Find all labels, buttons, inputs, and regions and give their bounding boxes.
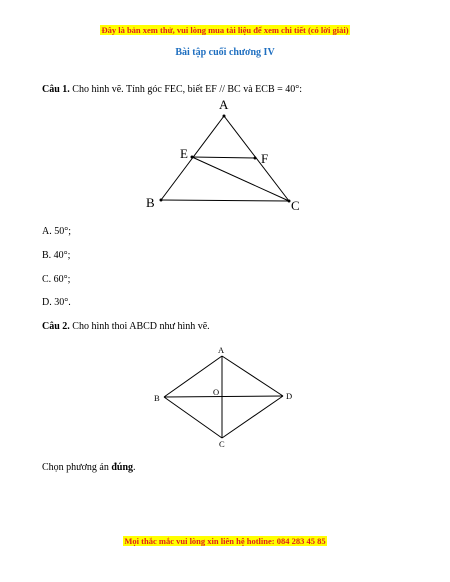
prompt-prefix: Chọn phương án: [42, 462, 112, 473]
label-d2: D: [286, 391, 293, 401]
label-e: E: [180, 146, 188, 161]
option-c[interactable]: C. 60°;: [42, 274, 71, 285]
label-a: A: [219, 97, 229, 112]
label-o: O: [213, 387, 220, 397]
diagonal-bd: [164, 396, 283, 397]
label-c: C: [291, 198, 300, 213]
hotline-footer-text: Mọi thắc mắc vui lòng xin liên hệ hotline: 084 283 45 85: [124, 536, 326, 546]
label-b2: B: [154, 393, 160, 403]
question-1-label: Câu 1.: [42, 84, 70, 95]
prompt-suffix: .: [133, 462, 136, 473]
option-a[interactable]: A. 50°;: [42, 226, 71, 237]
question-1-body: Cho hình vẽ. Tính góc FEC, biết EF // BC và ECB = 40°:: [69, 84, 303, 95]
side-bc: [164, 397, 222, 438]
question-2-prompt: [42, 462, 136, 473]
side-ad: [222, 356, 283, 396]
label-a2: A: [218, 345, 225, 355]
question-2-label: Câu 2.: [42, 321, 70, 332]
preview-banner-text: Đây là bản xem thử, vui lòng mua tài liệu để xem chi tiết (có lời giải): [101, 25, 349, 35]
question-2-body: Cho hình thoi ABCD như hình vẽ.: [69, 321, 210, 332]
label-b: B: [146, 195, 155, 210]
prompt-bold: đúng: [111, 462, 134, 473]
section-title: Bài tập cuối chương IV: [175, 47, 275, 58]
hotline-footer: [0, 536, 450, 546]
option-d[interactable]: D. 30°.: [42, 297, 71, 308]
option-b[interactable]: B. 40°;: [42, 250, 71, 261]
side-dc: [222, 396, 283, 438]
label-c2: C: [219, 439, 225, 449]
label-f: F: [261, 151, 269, 166]
